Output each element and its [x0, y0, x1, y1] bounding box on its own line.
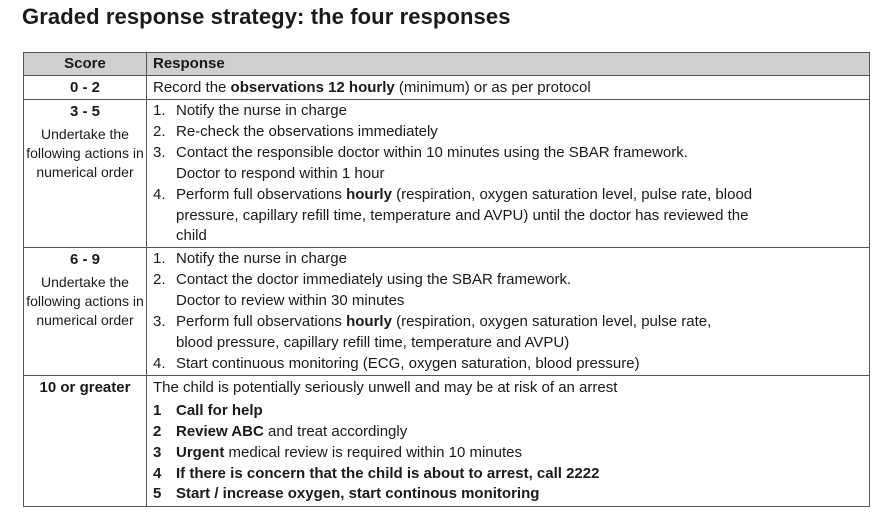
text-part: medical review is required within 10 minutes: [224, 443, 522, 461]
list-item: [153, 101, 863, 122]
list-item: [153, 401, 863, 422]
item-number: 3.: [153, 313, 166, 331]
item-number: 3.: [153, 143, 166, 161]
item-text: [176, 464, 863, 485]
item-number: 3: [153, 443, 162, 461]
text-bold: observations 12 hourly: [230, 79, 395, 96]
response-column-header: Response: [147, 53, 870, 76]
item-text: blood pressure, capillary refill time, temperature and AVPU): [176, 333, 570, 351]
item-number: 1.: [153, 102, 166, 119]
list-item: [153, 249, 863, 270]
response-cell: [147, 76, 870, 100]
score-cell: [24, 248, 147, 375]
item-text: Re-check the observations immediately: [176, 122, 438, 140]
text-bold: hourly: [346, 313, 392, 331]
item-number: 2: [153, 422, 162, 440]
item-text: Doctor to respond within 1 hour: [176, 164, 385, 182]
table-row: [24, 76, 870, 100]
item-text: [176, 422, 863, 443]
item-number: 2.: [153, 122, 166, 140]
text-part: and treat accordingly: [263, 422, 408, 440]
response-intro: The child is potentially seriously unwell and may be at risk of an arrest: [153, 378, 618, 396]
response-text: [153, 77, 863, 99]
text-part: Perform full observations: [176, 185, 347, 203]
item-text: child: [176, 227, 207, 245]
score-note: Undertake the following actions in numerical order: [26, 274, 144, 329]
item-text: Contact the responsible doctor within 10 minutes using the SBAR framework.: [176, 143, 688, 161]
item-number: 4.: [153, 185, 166, 203]
item-number: 1: [153, 401, 162, 419]
text-bold: Urgent: [176, 443, 225, 461]
text-part: Record the: [153, 79, 231, 96]
response-table: [23, 52, 870, 507]
score-cell: [24, 375, 147, 507]
item-text: Notify the nurse in charge: [176, 250, 347, 268]
table-header-row: [24, 53, 870, 76]
score-column-header: Score: [24, 53, 147, 76]
list-item: [153, 122, 863, 143]
item-text: Doctor to review within 30 minutes: [176, 292, 405, 310]
action-list: [153, 249, 863, 374]
response-cell: [147, 100, 870, 248]
text-bold: Review ABC: [176, 422, 264, 440]
item-number: 1.: [153, 250, 166, 268]
score-cell: [24, 100, 147, 248]
list-item: [153, 422, 863, 443]
response-cell: [147, 248, 870, 375]
list-item: [153, 143, 863, 185]
text-bold: hourly: [346, 185, 392, 203]
page-title: Graded response strategy: the four responses: [22, 4, 511, 29]
item-text: Start continuous monitoring (ECG, oxygen saturation, blood pressure): [176, 354, 640, 372]
text-part: Perform full observations: [176, 313, 347, 331]
text-part: (respiration, oxygen saturation level, pulse rate,: [391, 313, 712, 331]
text-part: (minimum) or as per protocol: [394, 79, 591, 96]
action-list: [153, 401, 863, 507]
list-item: [153, 484, 863, 505]
list-item: [153, 443, 863, 464]
item-text: Notify the nurse in charge: [176, 102, 347, 119]
item-text: [176, 312, 863, 333]
list-item: [153, 185, 863, 248]
item-text: [176, 401, 863, 422]
item-text: pressure, capillary refill time, temperature and AVPU) until the doctor has reviewed the: [176, 206, 749, 224]
item-text: [176, 484, 863, 505]
text-bold: Call for help: [176, 401, 263, 419]
item-number: 4.: [153, 354, 166, 372]
action-list: [153, 101, 863, 247]
response-cell: [147, 375, 870, 507]
score-value: 3 - 5: [69, 103, 100, 120]
item-text: Contact the doctor immediately using the SBAR framework.: [176, 271, 572, 289]
list-item: [153, 464, 863, 485]
list-item: [153, 270, 863, 312]
score-value: 10 or greater: [39, 378, 131, 396]
score-cell: [24, 76, 147, 100]
score-value: 0 - 2: [69, 79, 100, 96]
table-row: [24, 375, 870, 507]
item-number: 4: [153, 464, 162, 482]
text-part: (respiration, oxygen saturation level, pulse rate, blood: [391, 185, 753, 203]
item-number: 2.: [153, 271, 166, 289]
text-bold: If there is concern that the child is about to arrest, call 2222: [176, 464, 600, 482]
table-row: [24, 248, 870, 375]
table-row: [24, 100, 870, 248]
list-item: [153, 354, 863, 375]
item-number: 5: [153, 485, 162, 503]
text-bold: Start / increase oxygen, start continous monitoring: [176, 485, 540, 503]
item-text: [176, 185, 863, 206]
score-note: Undertake the following actions in numerical order: [26, 126, 144, 180]
score-value: 6 - 9: [69, 251, 100, 269]
item-text: [176, 443, 863, 464]
list-item: [153, 312, 863, 354]
